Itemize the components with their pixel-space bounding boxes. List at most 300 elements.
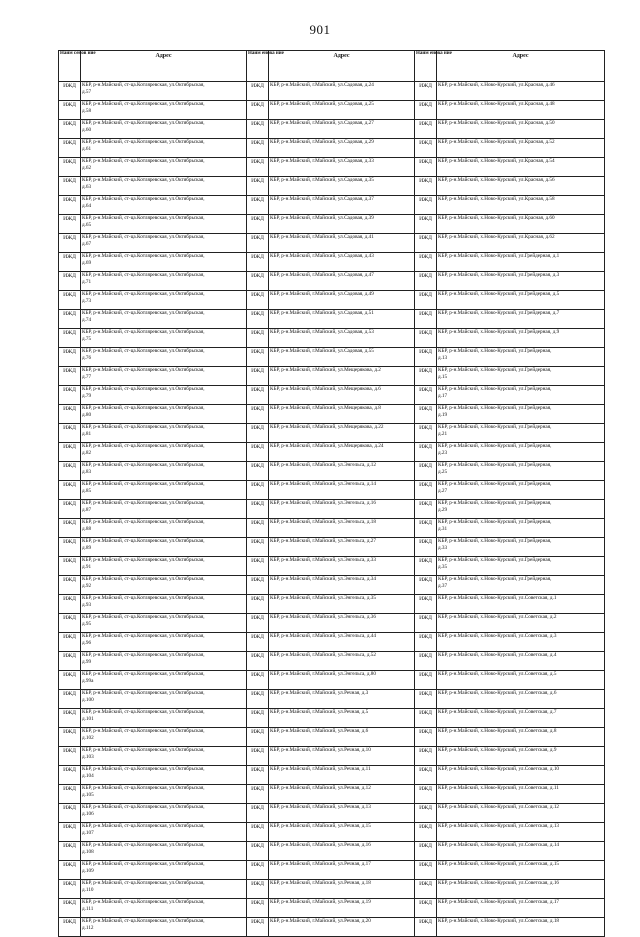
- object-type-cell: ИЖД: [247, 405, 269, 424]
- table-row: [59, 310, 605, 329]
- object-type-cell: ИЖД: [247, 367, 269, 386]
- table-row: [59, 747, 605, 766]
- object-type-cell: ИЖД: [415, 804, 437, 823]
- table-body: [59, 82, 605, 937]
- address-line: КБР, р-н.Майский, х.Ново-Курский, ул.Советская, д.5: [438, 671, 557, 677]
- address-line: КБР, р-н.Майский, ст-ца.Котляревская, ул.Октябрьская,: [82, 671, 205, 677]
- address-line: КБР, р-н.Майский, х.Ново-Курский, ул.Советская, д.14: [438, 842, 560, 848]
- object-type-cell: ИЖД: [415, 329, 437, 348]
- address-line: КБР, р-н.Майский, х.Ново-Курский, ул.Советская, д.6: [438, 690, 557, 696]
- address-cell: [437, 348, 605, 367]
- table-row: [59, 671, 605, 690]
- address-cell: [269, 82, 415, 101]
- address-cell: [437, 671, 605, 690]
- address-cell: [437, 519, 605, 538]
- object-type-cell: ИЖД: [59, 747, 81, 766]
- table-row: [59, 766, 605, 785]
- house-number: д.93: [82, 602, 92, 608]
- object-type-cell: ИЖД: [415, 652, 437, 671]
- object-type-cell: ИЖД: [415, 348, 437, 367]
- object-type-cell: ИЖД: [59, 177, 81, 196]
- object-type-cell: ИЖД: [415, 766, 437, 785]
- address-cell: [81, 747, 247, 766]
- address-line: КБР, р-н.Майский, х.Ново-Курский, ул.Грейдерная,: [438, 462, 552, 468]
- object-type-cell: ИЖД: [59, 538, 81, 557]
- house-number: д.105: [82, 792, 94, 798]
- address-line: КБР, р-н.Майский, х.Ново-Курский, ул.Красная, д.62: [438, 234, 555, 240]
- object-type-cell: ИЖД: [59, 367, 81, 386]
- address-cell: [269, 253, 415, 272]
- object-type-cell: ИЖД: [415, 614, 437, 633]
- address-line: КБР, р-н.Майский, ст-ца.Котляревская, ул.Октябрьская,: [82, 462, 205, 468]
- table-row: [59, 709, 605, 728]
- object-type-cell: ИЖД: [247, 747, 269, 766]
- address-line: КБР, р-н.Майский, ст-ца.Котляревская, ул.Октябрьская,: [82, 500, 205, 506]
- address-cell: [81, 234, 247, 253]
- address-line: КБР, р-н.Майский, х.Ново-Курский, ул.Советская, д.3: [438, 633, 557, 639]
- house-number: д.65: [82, 222, 92, 228]
- house-number: д.112: [82, 925, 94, 931]
- address-cell: [269, 272, 415, 291]
- table-row: [59, 405, 605, 424]
- address-line: КБР, р-н.Майский, х.Ново-Курский, ул.Грейдерная,: [438, 576, 552, 582]
- address-cell: [437, 880, 605, 899]
- address-cell: [81, 880, 247, 899]
- object-type-cell: ИЖД: [415, 291, 437, 310]
- object-type-cell: ИЖД: [415, 443, 437, 462]
- object-type-cell: ИЖД: [59, 215, 81, 234]
- table-row: [59, 614, 605, 633]
- object-type-cell: ИЖД: [247, 728, 269, 747]
- house-number: д.99: [82, 659, 92, 665]
- object-type-cell: ИЖД: [415, 82, 437, 101]
- address-line: КБР, р-н.Майский, х.Ново-Курский, ул.Советская, д.16: [438, 880, 560, 886]
- table-row: [59, 557, 605, 576]
- address-cell: [269, 443, 415, 462]
- address-line: КБР, р-н.Майский, г.Майский, ул.Мещерякова, д.2: [270, 367, 381, 373]
- house-number: д.92: [82, 583, 92, 589]
- object-type-cell: ИЖД: [247, 424, 269, 443]
- address-line: КБР, р-н.Майский, х.Ново-Курский, ул.Красная, д.52: [438, 139, 555, 145]
- house-number: д.81: [82, 431, 92, 437]
- object-type-cell: ИЖД: [247, 82, 269, 101]
- address-line: КБР, р-н.Майский, х.Ново-Курский, ул.Грейдерная,: [438, 443, 552, 449]
- object-type-cell: ИЖД: [59, 557, 81, 576]
- address-cell: [81, 785, 247, 804]
- address-line: КБР, р-н.Майский, х.Ново-Курский, ул.Грейдерная, д.9: [438, 329, 560, 335]
- address-line: КБР, р-н.Майский, х.Ново-Курский, ул.Советская, д.11: [438, 785, 559, 791]
- address-cell: [437, 595, 605, 614]
- object-type-cell: ИЖД: [415, 139, 437, 158]
- object-type-cell: ИЖД: [247, 120, 269, 139]
- address-line: КБР, р-н.Майский, х.Ново-Курский, ул.Грейдерная,: [438, 538, 552, 544]
- object-type-cell: ИЖД: [59, 823, 81, 842]
- address-line: КБР, р-н.Майский, г.Майский, ул.Речная, д.17: [270, 861, 371, 867]
- address-line: КБР, р-н.Майский, х.Ново-Курский, ул.Грейдерная,: [438, 367, 552, 373]
- house-number: д.71: [82, 279, 92, 285]
- address-line: КБР, р-н.Майский, г.Майский, ул.Садовая, д.49: [270, 291, 374, 297]
- address-line: КБР, р-н.Майский, г.Майский, ул.Речная, д.6: [270, 728, 369, 734]
- address-cell: [81, 120, 247, 139]
- object-type-cell: ИЖД: [247, 215, 269, 234]
- address-cell: [81, 842, 247, 861]
- object-type-cell: ИЖД: [415, 310, 437, 329]
- object-type-cell: ИЖД: [247, 443, 269, 462]
- address-line: КБР, р-н.Майский, ст-ца.Котляревская, ул.Октябрьская,: [82, 329, 205, 335]
- address-line: КБР, р-н.Майский, г.Майский, ул.Садовая, д.29: [270, 139, 374, 145]
- object-type-cell: ИЖД: [415, 481, 437, 500]
- object-type-cell: ИЖД: [59, 139, 81, 158]
- object-type-cell: ИЖД: [59, 82, 81, 101]
- object-type-cell: ИЖД: [59, 709, 81, 728]
- object-type-cell: ИЖД: [415, 633, 437, 652]
- house-number: д.73: [82, 298, 92, 304]
- address-cell: [269, 880, 415, 899]
- address-cell: [269, 614, 415, 633]
- object-type-cell: ИЖД: [247, 614, 269, 633]
- address-cell: [81, 918, 247, 937]
- address-cell: [437, 158, 605, 177]
- object-type-cell: ИЖД: [415, 861, 437, 880]
- address-cell: [437, 804, 605, 823]
- address-line: КБР, р-н.Майский, ст-ца.Котляревская, ул.Октябрьская,: [82, 139, 205, 145]
- address-cell: [437, 899, 605, 918]
- object-type-cell: ИЖД: [415, 120, 437, 139]
- object-type-cell: ИЖД: [59, 519, 81, 538]
- address-line: КБР, р-н.Майский, г.Майский, ул.Энгельса, д.18: [270, 519, 376, 525]
- address-cell: [437, 842, 605, 861]
- object-type-cell: ИЖД: [247, 139, 269, 158]
- address-cell: [437, 538, 605, 557]
- object-type-cell: ИЖД: [247, 842, 269, 861]
- address-line: КБР, р-н.Майский, ст-ца.Котляревская, ул.Октябрьская,: [82, 728, 205, 734]
- table-row: [59, 804, 605, 823]
- address-cell: [269, 196, 415, 215]
- house-number: д.27: [438, 488, 448, 494]
- address-cell: [269, 899, 415, 918]
- object-type-cell: ИЖД: [415, 576, 437, 595]
- object-type-cell: ИЖД: [415, 538, 437, 557]
- address-cell: [437, 196, 605, 215]
- table-row: [59, 158, 605, 177]
- address-line: КБР, р-н.Майский, г.Майский, ул.Мещерякова, д.22: [270, 424, 384, 430]
- address-line: КБР, р-н.Майский, х.Ново-Курский, ул.Грейдерная, д.1: [438, 253, 560, 259]
- address-cell: [437, 443, 605, 462]
- address-cell: [437, 766, 605, 785]
- house-number: д.29: [438, 507, 448, 513]
- house-number: д.108: [82, 849, 94, 855]
- object-type-cell: ИЖД: [415, 462, 437, 481]
- address-cell: [81, 500, 247, 519]
- address-line: КБР, р-н.Майский, г.Майский, ул.Садовая, д.37: [270, 196, 374, 202]
- object-type-cell: ИЖД: [247, 918, 269, 937]
- house-number: д.101: [82, 716, 94, 722]
- address-line: КБР, р-н.Майский, х.Ново-Курский, ул.Советская, д.18: [438, 918, 560, 924]
- object-type-cell: ИЖД: [247, 291, 269, 310]
- house-number: д.67: [82, 241, 92, 247]
- object-type-cell: ИЖД: [59, 652, 81, 671]
- address-cell: [269, 177, 415, 196]
- address-line: КБР, р-н.Майский, ст-ца.Котляревская, ул.Октябрьская,: [82, 443, 205, 449]
- table-row: [59, 234, 605, 253]
- address-cell: [269, 785, 415, 804]
- house-number: д.100: [82, 697, 94, 703]
- table-row: [59, 861, 605, 880]
- house-number: д.19: [438, 412, 448, 418]
- address-cell: [81, 595, 247, 614]
- object-type-cell: ИЖД: [415, 196, 437, 215]
- address-line: КБР, р-н.Майский, ст-ца.Котляревская, ул.Октябрьская,: [82, 614, 205, 620]
- address-line: КБР, р-н.Майский, г.Майский, ул.Садовая, д.35: [270, 177, 374, 183]
- house-number: д.109: [82, 868, 94, 874]
- table-row: [59, 500, 605, 519]
- address-line: КБР, р-н.Майский, ст-ца.Котляревская, ул.Октябрьская,: [82, 291, 205, 297]
- address-cell: [269, 481, 415, 500]
- address-line: КБР, р-н.Майский, г.Майский, ул.Садовая, д.51: [270, 310, 374, 316]
- address-cell: [81, 899, 247, 918]
- address-cell: [269, 101, 415, 120]
- table-row: [59, 595, 605, 614]
- address-line: КБР, р-н.Майский, г.Майский, ул.Мещерякова, д.24: [270, 443, 384, 449]
- object-type-cell: ИЖД: [415, 823, 437, 842]
- table-row: [59, 272, 605, 291]
- object-type-cell: ИЖД: [59, 120, 81, 139]
- address-cell: [81, 576, 247, 595]
- address-cell: [437, 310, 605, 329]
- house-number: д.102: [82, 735, 94, 741]
- house-number: д.96: [82, 640, 92, 646]
- address-cell: [269, 861, 415, 880]
- address-cell: [269, 348, 415, 367]
- address-line: КБР, р-н.Майский, х.Ново-Курский, ул.Красная, д.48: [438, 101, 555, 107]
- table-row: [59, 329, 605, 348]
- address-line: КБР, р-н.Майский, г.Майский, ул.Речная, д.15: [270, 823, 371, 829]
- address-cell: [437, 918, 605, 937]
- address-cell: [437, 253, 605, 272]
- address-cell: [269, 804, 415, 823]
- object-type-cell: ИЖД: [247, 177, 269, 196]
- address-line: КБР, р-н.Майский, ст-ца.Котляревская, ул.Октябрьская,: [82, 310, 205, 316]
- address-line: КБР, р-н.Майский, х.Ново-Курский, ул.Грейдерная,: [438, 519, 552, 525]
- address-line: КБР, р-н.Майский, ст-ца.Котляревская, ул.Октябрьская,: [82, 880, 205, 886]
- object-type-cell: ИЖД: [59, 861, 81, 880]
- address-line: КБР, р-н.Майский, ст-ца.Котляревская, ул.Октябрьская,: [82, 709, 205, 715]
- address-line: КБР, р-н.Майский, х.Ново-Курский, ул.Советская, д.17: [438, 899, 560, 905]
- address-cell: [81, 177, 247, 196]
- address-cell: [437, 139, 605, 158]
- address-line: КБР, р-н.Майский, х.Ново-Курский, ул.Советская, д.13: [438, 823, 560, 829]
- address-cell: [437, 215, 605, 234]
- address-line: КБР, р-н.Майский, х.Ново-Курский, ул.Советская, д.8: [438, 728, 557, 734]
- address-cell: [81, 386, 247, 405]
- house-number: д.58: [82, 108, 92, 114]
- object-type-cell: ИЖД: [247, 481, 269, 500]
- table-row: [59, 253, 605, 272]
- address-cell: [81, 329, 247, 348]
- address-line: КБР, р-н.Майский, г.Майский, ул.Мещерякова, д.6: [270, 386, 381, 392]
- table-row: [59, 633, 605, 652]
- object-type-cell: ИЖД: [59, 785, 81, 804]
- table-row: [59, 823, 605, 842]
- address-cell: [437, 386, 605, 405]
- address-line: КБР, р-н.Майский, х.Ново-Курский, ул.Советская, д.9: [438, 747, 557, 753]
- address-cell: [437, 633, 605, 652]
- object-type-cell: ИЖД: [59, 690, 81, 709]
- address-cell: [81, 291, 247, 310]
- house-number: д.106: [82, 811, 94, 817]
- table-row: [59, 443, 605, 462]
- address-line: КБР, р-н.Майский, ст-ца.Котляревская, ул.Октябрьская,: [82, 386, 205, 392]
- address-line: КБР, р-н.Майский, ст-ца.Котляревская, ул.Октябрьская,: [82, 196, 205, 202]
- object-type-cell: ИЖД: [247, 766, 269, 785]
- house-number: д.74: [82, 317, 92, 323]
- object-type-cell: ИЖД: [415, 367, 437, 386]
- address-cell: [81, 405, 247, 424]
- house-number: д.110: [82, 887, 94, 893]
- object-type-cell: ИЖД: [247, 386, 269, 405]
- address-cell: [81, 424, 247, 443]
- house-number: д.21: [438, 431, 448, 437]
- table-row: [59, 367, 605, 386]
- address-cell: [437, 823, 605, 842]
- address-line: КБР, р-н.Майский, х.Ново-Курский, ул.Грейдерная,: [438, 386, 552, 392]
- object-type-cell: ИЖД: [415, 253, 437, 272]
- object-type-cell: ИЖД: [59, 804, 81, 823]
- table-row: [59, 728, 605, 747]
- address-cell: [269, 139, 415, 158]
- address-cell: [269, 842, 415, 861]
- address-cell: [269, 652, 415, 671]
- address-cell: [269, 690, 415, 709]
- object-type-cell: ИЖД: [59, 500, 81, 519]
- address-line: КБР, р-н.Майский, г.Майский, ул.Садовая, д.55: [270, 348, 374, 354]
- object-type-cell: ИЖД: [247, 310, 269, 329]
- address-line: КБР, р-н.Майский, ст-ца.Котляревская, ул.Октябрьская,: [82, 101, 205, 107]
- address-line: КБР, р-н.Майский, х.Ново-Курский, ул.Грейдерная, д.5: [438, 291, 560, 297]
- object-type-cell: ИЖД: [415, 386, 437, 405]
- address-line: КБР, р-н.Майский, г.Майский, ул.Энгельса, д.14: [270, 481, 376, 487]
- address-cell: [81, 310, 247, 329]
- address-line: КБР, р-н.Майский, х.Ново-Курский, ул.Грейдерная,: [438, 557, 552, 563]
- house-number: д.15: [438, 374, 448, 380]
- object-type-cell: ИЖД: [59, 595, 81, 614]
- address-table: [58, 50, 605, 937]
- address-line: КБР, р-н.Майский, г.Майский, ул.Энгельса, д.52: [270, 652, 376, 658]
- address-line: КБР, р-н.Майский, ст-ца.Котляревская, ул.Октябрьская,: [82, 348, 205, 354]
- address-line: КБР, р-н.Майский, ст-ца.Котляревская, ул.Октябрьская,: [82, 804, 205, 810]
- object-type-cell: ИЖД: [247, 671, 269, 690]
- object-type-cell: ИЖД: [415, 405, 437, 424]
- object-type-cell: ИЖД: [247, 538, 269, 557]
- object-type-cell: ИЖД: [247, 329, 269, 348]
- address-line: КБР, р-н.Майский, ст-ца.Котляревская, ул.Октябрьская,: [82, 576, 205, 582]
- object-type-cell: ИЖД: [59, 253, 81, 272]
- object-type-cell: ИЖД: [247, 196, 269, 215]
- object-type-cell: ИЖД: [247, 804, 269, 823]
- header-address-3: Адрес: [437, 51, 605, 82]
- address-cell: [81, 443, 247, 462]
- object-type-cell: ИЖД: [59, 158, 81, 177]
- address-cell: [437, 652, 605, 671]
- object-type-cell: ИЖД: [59, 386, 81, 405]
- object-type-cell: ИЖД: [415, 728, 437, 747]
- address-line: КБР, р-н.Майский, ст-ца.Котляревская, ул.Октябрьская,: [82, 918, 205, 924]
- table-row: [59, 785, 605, 804]
- object-type-cell: ИЖД: [59, 196, 81, 215]
- address-line: КБР, р-н.Майский, г.Майский, ул.Энгельса, д.27: [270, 538, 376, 544]
- object-type-cell: ИЖД: [59, 728, 81, 747]
- table-row: [59, 101, 605, 120]
- address-line: КБР, р-н.Майский, ст-ца.Котляревская, ул.Октябрьская,: [82, 82, 205, 88]
- address-cell: [269, 500, 415, 519]
- house-number: д.17: [438, 393, 448, 399]
- address-line: КБР, р-н.Майский, г.Майский, ул.Садовая, д.47: [270, 272, 374, 278]
- object-type-cell: ИЖД: [247, 272, 269, 291]
- address-cell: [269, 595, 415, 614]
- address-cell: [437, 728, 605, 747]
- address-line: КБР, р-н.Майский, ст-ца.Котляревская, ул.Октябрьская,: [82, 177, 205, 183]
- address-cell: [437, 291, 605, 310]
- address-line: КБР, р-н.Майский, ст-ца.Котляревская, ул.Октябрьская,: [82, 481, 205, 487]
- address-cell: [269, 462, 415, 481]
- address-cell: [437, 576, 605, 595]
- house-number: д.60: [82, 127, 92, 133]
- address-line: КБР, р-н.Майский, х.Ново-Курский, ул.Грейдерная,: [438, 500, 552, 506]
- table-row: [59, 538, 605, 557]
- table-row: [59, 519, 605, 538]
- table-row: [59, 652, 605, 671]
- address-cell: [81, 481, 247, 500]
- address-line: КБР, р-н.Майский, х.Ново-Курский, ул.Советская, д.7: [438, 709, 557, 715]
- object-type-cell: ИЖД: [59, 329, 81, 348]
- object-type-cell: ИЖД: [247, 899, 269, 918]
- address-cell: [269, 747, 415, 766]
- address-line: КБР, р-н.Майский, г.Майский, ул.Речная, д.18: [270, 880, 371, 886]
- object-type-cell: ИЖД: [415, 709, 437, 728]
- address-line: КБР, р-н.Майский, х.Ново-Курский, ул.Советская, д.12: [438, 804, 560, 810]
- address-cell: [81, 272, 247, 291]
- address-cell: [81, 253, 247, 272]
- object-type-cell: ИЖД: [59, 424, 81, 443]
- address-line: КБР, р-н.Майский, ст-ца.Котляревская, ул.Октябрьская,: [82, 120, 205, 126]
- address-cell: [269, 158, 415, 177]
- table-header-row: [59, 51, 605, 82]
- object-type-cell: ИЖД: [59, 272, 81, 291]
- object-type-cell: ИЖД: [415, 785, 437, 804]
- object-type-cell: ИЖД: [415, 158, 437, 177]
- table-row: [59, 82, 605, 101]
- address-cell: [269, 671, 415, 690]
- address-cell: [81, 823, 247, 842]
- house-number: д.77: [82, 374, 92, 380]
- page-number: 901: [309, 22, 331, 37]
- house-number: д.107: [82, 830, 94, 836]
- object-type-cell: ИЖД: [59, 766, 81, 785]
- header-kind-1: Наим сенов ние: [59, 51, 81, 82]
- address-cell: [81, 196, 247, 215]
- address-line: КБР, р-н.Майский, х.Ново-Курский, ул.Красная, д.60: [438, 215, 555, 221]
- address-cell: [269, 291, 415, 310]
- address-cell: [81, 367, 247, 386]
- address-cell: [437, 101, 605, 120]
- house-number: д.75: [82, 336, 92, 342]
- object-type-cell: ИЖД: [247, 348, 269, 367]
- house-number: д.76: [82, 355, 92, 361]
- house-number: д.103: [82, 754, 94, 760]
- object-type-cell: ИЖД: [415, 595, 437, 614]
- address-line: КБР, р-н.Майский, ст-ца.Котляревская, ул.Октябрьская,: [82, 424, 205, 430]
- address-line: КБР, р-н.Майский, ст-ца.Котляревская, ул.Октябрьская,: [82, 823, 205, 829]
